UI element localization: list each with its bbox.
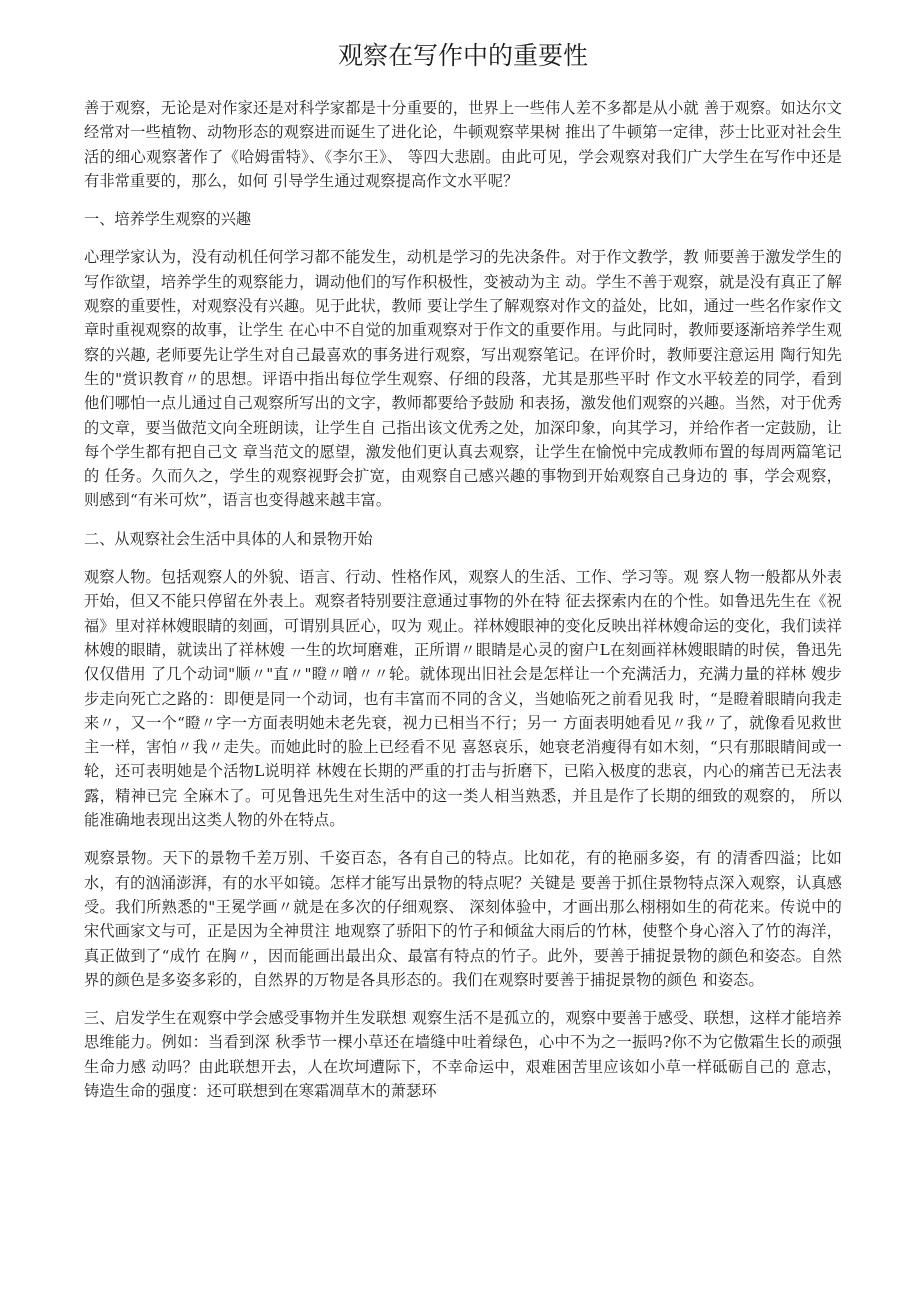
document-title: 观察在写作中的重要性 (337, 41, 588, 70)
intro-paragraph: 善于观察，无论是对作家还是对科学家都是十分重要的，世界上一些伟人差不多都是从小就 善于观察。如达尔文经常对一些植物、动物形态的观察进而诞生了进化论，牛顿观察苹果树 推出了牛顿第一定律，莎士比亚对社会生活的细心观察著作了《哈姆雷特》、《李尔王》、 等四大悲剧。由此可见，学会观察对我们广大学生在写作中还是有非常重要的，那么，如何 引导学生通过观察提高作文水平呢？ (84, 99, 842, 190)
section-1-heading: 一、培养学生观察的兴趣 (84, 210, 252, 229)
section-1-paragraph: 心理学家认为，没有动机任何学习都不能发生，动机是学习的先决条件。对于作文教学，教 师要善于激发学生的写作欲望，培养学生的观察能力，调动他们的写作积极性，变被动为主 动。学生不善于观察，就是没有真正了解观察的重要性，对观察没有兴趣。见于此状，教师 要让学生了解观察对作文的益处，比如，通过一些名作家作文章时重视观察的故事，让学生 在心中不自觉的加重观察对于作文的重要作用。与此同时，教师要逐渐培养学生观察的兴趣, 老师要先让学生对自己最喜欢的事务进行观察，写出观察笔记。在评价时，教师要注意运用 陶行知先生的"赏识教育〃的思想。评语中指出每位学生观察、仔细的段落，尤其是那些平时 作文水平较差的同学，看到他们哪怕一点儿通过自己观察所写出的文字，教师都要给予鼓励 和表扬，激发他们观察的兴趣。当然，对于优秀的文章，要当做范文向全班朗读，让学生自 己指出该文优秀之处，加深印象，向其学习，并给作者一定鼓励，让每个学生都有把自己文 章当范文的愿望，激发他们更认真去观察，让学生在愉悦中完成教师布置的每周两篇笔记的 任务。久而久之，学生的观察视野会扩宽，由观察自己感兴趣的事物到开始观察自己身边的 事，学会观察，则感到“有米可炊”，语言也变得越来越丰富。 (84, 248, 842, 510)
section-2-heading: 二、从观察社会生活中具体的人和景物开始 (84, 529, 373, 548)
section-2-paragraph-people: 观察人物。包括观察人的外貌、语言、行动、性格作风，观察人的生活、工作、学习等。观 察人物一般都从外表开始，但又不能只停留在外表上。观察者特别要注意通过事物的外在特 征去探索内在的个性。如鲁迅先生在《祝福》里对祥林嫂眼睛的刻画，可谓别具匠心，叹为 观止。祥林嫂眼神的变化反映出祥林嫂命运的变化，我们读祥林嫂的眼睛，就读出了祥林嫂 一生的坎坷磨难，正所谓〃眼睛是心灵的窗户L在刻画祥林嫂眼睛的时侯，鲁迅先仅仅借用 了几个动词"顺〃"直〃"瞪〃噌〃〃轮。就体现出旧社会是怎样让一个充满活力，充满力量的祥林 嫂步步走向死亡之路的：即便是同一个动词，也有丰富而不同的含义，当她临死之前看见我 时，“是瞪着眼睛向我走来〃，又一个“瞪〃字一方面表明她未老先衰，视力已相当不行；另一 方面表明她看见〃我〃了，就像看见救世主一样，害怕〃我〃走失。而她此时的脸上已经看不见 喜怒哀乐，她衰老消瘦得有如木刻，“只有那眼睛间或一轮，还可表明她是个活物L说明祥 林嫂在长期的严重的打击与折磨下，已陷入极度的悲哀，内心的痛苦已无法表露，精神已完 全麻木了。可见鲁迅先生对生活中的这一类人相当熟悉，并且是作了长期的细致的观察的， 所以能准确地表现出这类人物的外在特点。 (84, 568, 842, 830)
section-2-paragraph-scenery: 观察景物。天下的景物千差万别、千姿百态，各有自己的特点。比如花，有的艳丽多姿，有 的清香四溢；比如水，有的汹涌澎湃，有的水平如镜。怎样才能写出景物的特点呢？关键是 要善于抓住景物特点深入观察，认真感受。我们所熟悉的"王冕学画〃就是在多次的仔细观察、 深刻体验中，才画出那么栩栩如生的荷花来。传说中的宋代画家文与可，正是因为全神贯注 地观察了骄阳下的竹子和倾盆大雨后的竹林，使整个身心溶入了竹的海洋，真正做到了“成竹 在胸〃，因而能画出最出众、最富有特点的竹子。此外，要善于捕捉景物的颜色和姿态。自然 界的颜色是多姿多彩的，自然界的万物是各具形态的。我们在观察时要善于捕捉景物的颜色 和姿态。 (84, 849, 842, 989)
section-3-paragraph: 三、启发学生在观察中学会感受事物并生发联想 观察生活不是孤立的，观察中要善于感受、联想，这样才能培养思维能力。例如：当看到深 秋季节一棵小草还在墙缝中吐着绿色，心中不为之一振吗?你不为它傲霜生长的顽强生命力感 动吗？由此联想开去，人在坎坷遭际下，不幸命运中，艰难困苦里应该如小草一样砥砺自己的 意志，铸造生命的强度：还可联想到在寒霜凋草木的萧瑟环 (84, 1009, 842, 1100)
